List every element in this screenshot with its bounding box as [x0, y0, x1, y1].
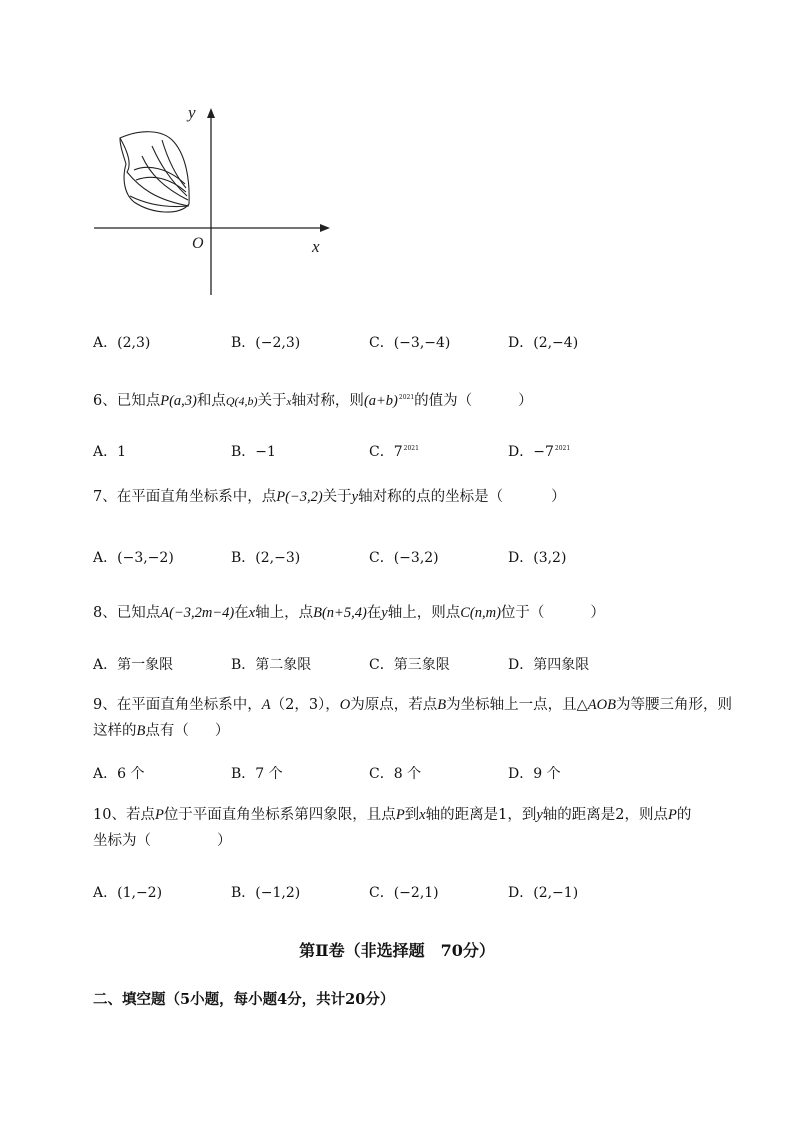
q7-option-d[interactable]: D．(3,2) — [508, 550, 567, 566]
q10-option-a[interactable]: A．(1,−2) — [93, 885, 163, 901]
q8-option-d[interactable]: D．第四象限 — [508, 657, 590, 673]
q7-option-b[interactable]: B．(2,−3) — [231, 550, 301, 566]
leaf-drawing — [120, 132, 189, 212]
q5-option-b[interactable]: B．(−2,3) — [231, 335, 301, 351]
q8-option-b[interactable]: B．第二象限 — [231, 657, 312, 673]
q10-option-d[interactable]: D．(2,−1) — [508, 885, 579, 901]
q9-option-a[interactable]: A．6 个 — [93, 766, 145, 782]
q10-stem-line1: 10、若点P位于平面直角坐标系第四象限，且点P到x轴的距离是1，到y轴的距离是2，则点P的 — [93, 807, 692, 823]
q10-option-c[interactable]: C．(−2,1) — [369, 885, 439, 901]
q9-option-c[interactable]: C．8 个 — [369, 766, 422, 782]
q6-option-b[interactable]: B．−1 — [231, 444, 276, 460]
y-axis-label: y — [188, 103, 196, 122]
q5-option-a[interactable]: A．(2,3) — [93, 335, 151, 351]
q8-stem: 8、已知点A(−3,2m−4)在x轴上，点B(n+5,4)在y轴上，则点C(n,m)位于（ ） — [93, 605, 605, 621]
q8-option-a[interactable]: A．第一象限 — [93, 657, 174, 673]
q6-stem: 6、已知点P(a,3)和点Q(4,b)关于x轴对称，则$(a+b)^{2021}$的值为（ ） — [93, 393, 533, 409]
origin-label: O — [192, 235, 204, 252]
q7-option-a[interactable]: A．(−3,−2) — [93, 550, 174, 566]
q5-option-d[interactable]: D．(2,−4) — [508, 335, 579, 351]
x-axis-arrow — [320, 224, 330, 232]
q6-option-a[interactable]: A．1 — [93, 444, 127, 460]
q8-option-c[interactable]: C．第三象限 — [369, 657, 450, 673]
y-axis-arrow — [207, 108, 215, 118]
fill-in-section-heading: 二、填空题（5小题，每小题4分，共计20分） — [93, 991, 395, 1008]
q10-stem-line2: 坐标为（ ） — [93, 833, 232, 849]
q9-option-d[interactable]: D．9 个 — [508, 766, 561, 782]
q9-stem-line2: 这样的B点有（ ） — [93, 723, 230, 739]
x-axis-label: x — [312, 237, 320, 256]
q10-option-b[interactable]: B．(−1,2) — [231, 885, 301, 901]
q5-option-c[interactable]: C．(−3,−4) — [369, 335, 451, 351]
q9-option-b[interactable]: B．7 个 — [231, 766, 283, 782]
q9-stem-line1: 9、在平面直角坐标系中，A（2，3），O为原点，若点B为坐标轴上一点，且△AOB为等腰三角形，则 — [93, 697, 732, 713]
q6-option-d[interactable]: D．$-7^{2021}$ — [508, 444, 571, 460]
part-two-heading: 第Ⅱ卷（非选择题 70分） — [299, 941, 495, 960]
coordinate-figure — [90, 100, 335, 300]
q6-option-c[interactable]: C．$7^{2021}$ — [369, 444, 419, 460]
q7-option-c[interactable]: C．(−3,2) — [369, 550, 439, 566]
q7-stem: 7、在平面直角坐标系中，点P(−3,2)关于y轴对称的点的坐标是（ ） — [93, 489, 566, 505]
